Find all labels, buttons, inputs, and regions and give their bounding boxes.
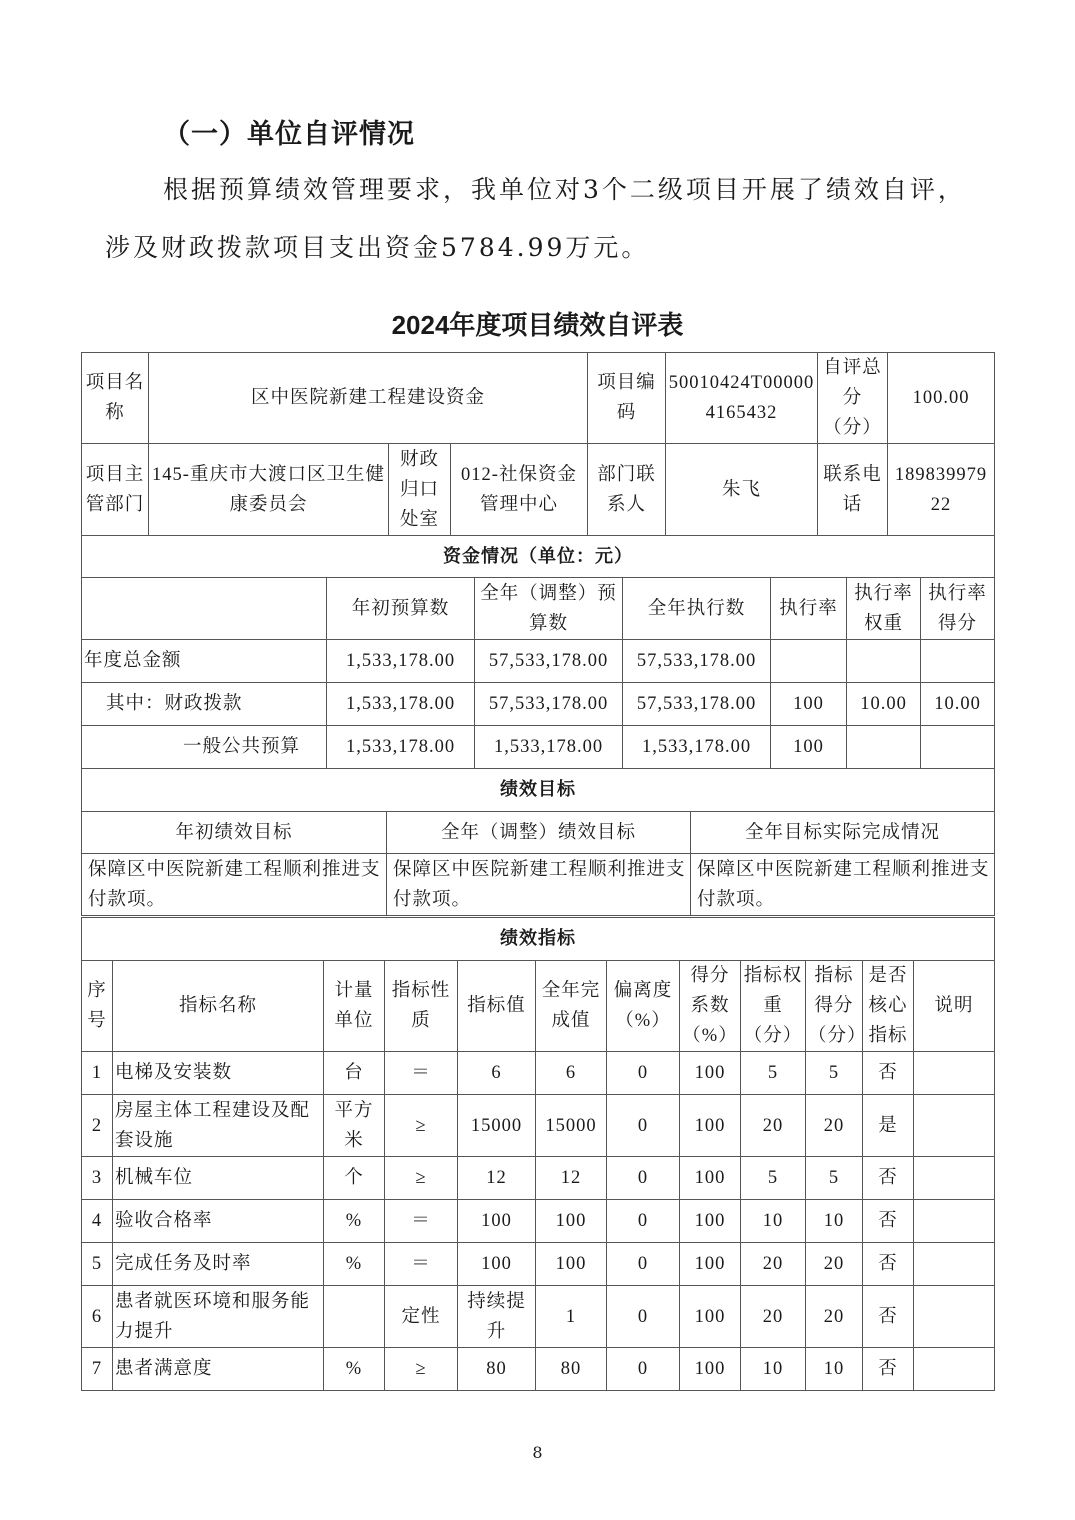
indicator-cell bbox=[914, 1095, 995, 1157]
indicator-cell bbox=[914, 1052, 995, 1095]
funds-header-cell: 执行率得分 bbox=[921, 578, 995, 640]
indicator-cell: 房屋主体工程建设及配套设施 bbox=[113, 1095, 324, 1157]
indicator-cell: 0 bbox=[607, 1348, 680, 1391]
funds-cell: 10.00 bbox=[921, 683, 995, 726]
indicator-row bbox=[82, 1157, 995, 1200]
indicator-cell: 否 bbox=[863, 1157, 914, 1200]
indicator-cell bbox=[914, 1157, 995, 1200]
project-code-label: 项目编码 bbox=[588, 353, 666, 444]
funds-cell: 1,533,178.00 bbox=[327, 640, 475, 683]
indicator-cell: 台 bbox=[324, 1052, 385, 1095]
indicator-cell: 5 bbox=[82, 1243, 113, 1286]
goal-adjusted: 保障区中医院新建工程顺利推进支付款项。 bbox=[387, 854, 691, 916]
self-score-value: 100.00 bbox=[888, 353, 995, 444]
self-score-label: 自评总分（分） bbox=[818, 353, 888, 444]
indicator-cell: 100 bbox=[680, 1157, 741, 1200]
section-heading: （一）单位自评情况 bbox=[163, 119, 415, 150]
funds-cell bbox=[847, 640, 921, 683]
goal-actual: 保障区中医院新建工程顺利推进支付款项。 bbox=[691, 854, 995, 916]
funds-header-cell: 执行率 bbox=[771, 578, 847, 640]
indicator-cell bbox=[914, 1348, 995, 1391]
contact-value: 朱飞 bbox=[666, 444, 818, 536]
funds-cell bbox=[847, 726, 921, 769]
goals-header-cell: 全年目标实际完成情况 bbox=[691, 812, 995, 854]
indicator-cell: 10 bbox=[806, 1200, 863, 1243]
indicator-cell: ≥ bbox=[385, 1157, 458, 1200]
indicator-cell: 平方米 bbox=[324, 1095, 385, 1157]
indicator-cell: 80 bbox=[458, 1348, 536, 1391]
indicator-row bbox=[82, 1095, 995, 1157]
funds-cell: 1,533,178.00 bbox=[327, 726, 475, 769]
indicator-header-cell: 指标性质 bbox=[385, 961, 458, 1052]
indicator-header-cell: 偏离度（%） bbox=[607, 961, 680, 1052]
finance-office-label: 财政归口处室 bbox=[389, 444, 451, 536]
indicator-row bbox=[82, 1200, 995, 1243]
paragraph-line-1: 根据预算绩效管理要求，我单位对3个二级项目开展了绩效自评， bbox=[163, 175, 966, 204]
indicator-header-cell: 指标名称 bbox=[113, 961, 324, 1052]
phone-label: 联系电话 bbox=[818, 444, 888, 536]
indicator-cell: 1 bbox=[536, 1286, 607, 1348]
funds-header-cell: 执行率权重 bbox=[847, 578, 921, 640]
dept-value: 145-重庆市大渡口区卫生健康委员会 bbox=[149, 444, 389, 536]
indicator-cell: 2 bbox=[82, 1095, 113, 1157]
indicator-cell: 3 bbox=[82, 1157, 113, 1200]
indicator-header-cell: 全年完成值 bbox=[536, 961, 607, 1052]
funds-header-cell bbox=[82, 578, 327, 640]
indicator-cell: 否 bbox=[863, 1052, 914, 1095]
funds-section-title: 资金情况（单位：元） bbox=[82, 536, 995, 578]
indicator-cell: 电梯及安装数 bbox=[113, 1052, 324, 1095]
indicator-cell: 80 bbox=[536, 1348, 607, 1391]
funds-cell: 1,533,178.00 bbox=[475, 726, 623, 769]
indicator-cell: 完成任务及时率 bbox=[113, 1243, 324, 1286]
indicator-cell: 20 bbox=[741, 1286, 806, 1348]
project-code-value: 50010424T000004165432 bbox=[666, 353, 818, 444]
funds-cell: 10.00 bbox=[847, 683, 921, 726]
project-name-value: 区中医院新建工程建设资金 bbox=[149, 353, 588, 444]
indicator-cell: 0 bbox=[607, 1286, 680, 1348]
indicator-cell: 定性 bbox=[385, 1286, 458, 1348]
indicator-cell: 0 bbox=[607, 1095, 680, 1157]
indicator-cell bbox=[914, 1200, 995, 1243]
table-title: 2024年度项目绩效自评表 bbox=[391, 310, 684, 340]
funds-cell: 一般公共预算 bbox=[82, 726, 327, 769]
indicator-cell: 是 bbox=[863, 1095, 914, 1157]
indicator-cell: 100 bbox=[680, 1052, 741, 1095]
funds-cell bbox=[921, 726, 995, 769]
indicator-cell: 4 bbox=[82, 1200, 113, 1243]
goals-section-title: 绩效目标 bbox=[82, 769, 995, 812]
indicator-cell: ＝ bbox=[385, 1052, 458, 1095]
funds-header-cell: 全年执行数 bbox=[623, 578, 771, 640]
indicators-grid bbox=[81, 917, 995, 1391]
indicator-row bbox=[82, 1052, 995, 1095]
indicator-cell: % bbox=[324, 1348, 385, 1391]
indicator-cell: 7 bbox=[82, 1348, 113, 1391]
funds-cell: 年度总金额 bbox=[82, 640, 327, 683]
indicator-header-cell: 序号 bbox=[82, 961, 113, 1052]
indicator-header-cell: 指标得分（分） bbox=[806, 961, 863, 1052]
indicator-cell: 6 bbox=[536, 1052, 607, 1095]
indicator-cell: 1 bbox=[82, 1052, 113, 1095]
indicator-cell: 100 bbox=[458, 1243, 536, 1286]
indicator-cell: 10 bbox=[741, 1348, 806, 1391]
indicator-cell: ≥ bbox=[385, 1095, 458, 1157]
goals-header-cell: 年初绩效目标 bbox=[82, 812, 387, 854]
indicators-section-title: 绩效指标 bbox=[82, 918, 995, 961]
indicator-header-cell: 得分系数（%） bbox=[680, 961, 741, 1052]
indicator-cell bbox=[914, 1243, 995, 1286]
indicator-cell: 持续提升 bbox=[458, 1286, 536, 1348]
indicator-cell: 否 bbox=[863, 1348, 914, 1391]
indicator-cell: 12 bbox=[536, 1157, 607, 1200]
indicator-cell: 100 bbox=[680, 1243, 741, 1286]
indicator-cell: 100 bbox=[680, 1286, 741, 1348]
indicator-cell: 20 bbox=[741, 1095, 806, 1157]
funds-cell: 1,533,178.00 bbox=[623, 726, 771, 769]
indicator-cell: 患者就医环境和服务能力提升 bbox=[113, 1286, 324, 1348]
indicator-cell: 15000 bbox=[458, 1095, 536, 1157]
indicator-cell: ＝ bbox=[385, 1200, 458, 1243]
funds-header-cell: 全年（调整）预算数 bbox=[475, 578, 623, 640]
project-info-table bbox=[81, 352, 995, 536]
funds-cell: 57,533,178.00 bbox=[623, 683, 771, 726]
indicator-cell: 否 bbox=[863, 1200, 914, 1243]
funds-cell: 57,533,178.00 bbox=[623, 640, 771, 683]
funds-cell: 其中：财政拨款 bbox=[82, 683, 327, 726]
indicator-cell bbox=[914, 1286, 995, 1348]
indicator-cell bbox=[324, 1286, 385, 1348]
indicator-cell: 5 bbox=[806, 1052, 863, 1095]
goals-header-cell: 全年（调整）绩效目标 bbox=[387, 812, 691, 854]
contact-label: 部门联系人 bbox=[588, 444, 666, 536]
finance-office-value: 012-社保资金管理中心 bbox=[451, 444, 588, 536]
funds-header-cell: 年初预算数 bbox=[327, 578, 475, 640]
paragraph-line-2: 涉及财政拨款项目支出资金5784.99万元。 bbox=[105, 233, 650, 262]
indicator-cell: ＝ bbox=[385, 1243, 458, 1286]
phone-value: 18983997922 bbox=[888, 444, 995, 536]
funds-cell: 57,533,178.00 bbox=[475, 683, 623, 726]
indicator-cell: 否 bbox=[863, 1286, 914, 1348]
indicator-cell: 机械车位 bbox=[113, 1157, 324, 1200]
indicator-row bbox=[82, 1348, 995, 1391]
project-name-label: 项目名称 bbox=[82, 353, 149, 444]
funds-row bbox=[82, 726, 995, 769]
dept-label: 项目主管部门 bbox=[82, 444, 149, 536]
funds-cell: 100 bbox=[771, 683, 847, 726]
indicator-cell: 20 bbox=[806, 1243, 863, 1286]
indicator-cell: 0 bbox=[607, 1052, 680, 1095]
goals-table bbox=[81, 768, 995, 916]
funds-cell: 100 bbox=[771, 726, 847, 769]
indicator-cell: 100 bbox=[680, 1095, 741, 1157]
funds-table bbox=[81, 535, 995, 769]
indicator-cell: 5 bbox=[741, 1157, 806, 1200]
indicator-cell: 20 bbox=[806, 1286, 863, 1348]
indicator-cell: 100 bbox=[536, 1200, 607, 1243]
indicator-cell: 0 bbox=[607, 1200, 680, 1243]
indicator-cell: 验收合格率 bbox=[113, 1200, 324, 1243]
goal-initial: 保障区中医院新建工程顺利推进支付款项。 bbox=[82, 854, 387, 916]
indicator-cell: 100 bbox=[536, 1243, 607, 1286]
indicator-cell: % bbox=[324, 1200, 385, 1243]
indicator-cell: 20 bbox=[741, 1243, 806, 1286]
funds-cell bbox=[771, 640, 847, 683]
indicator-cell: 个 bbox=[324, 1157, 385, 1200]
indicator-cell: 否 bbox=[863, 1243, 914, 1286]
indicator-cell: 100 bbox=[680, 1348, 741, 1391]
indicator-header-cell: 计量单位 bbox=[324, 961, 385, 1052]
funds-row bbox=[82, 640, 995, 683]
indicator-cell: 5 bbox=[741, 1052, 806, 1095]
indicator-cell: 患者满意度 bbox=[113, 1348, 324, 1391]
funds-cell bbox=[921, 640, 995, 683]
funds-cell: 1,533,178.00 bbox=[327, 683, 475, 726]
indicator-cell: 6 bbox=[82, 1286, 113, 1348]
indicator-cell: 6 bbox=[458, 1052, 536, 1095]
indicator-row bbox=[82, 1286, 995, 1348]
indicator-cell: 0 bbox=[607, 1157, 680, 1200]
indicator-header-cell: 指标值 bbox=[458, 961, 536, 1052]
indicator-cell: 5 bbox=[806, 1157, 863, 1200]
indicator-cell: 15000 bbox=[536, 1095, 607, 1157]
indicator-cell: 100 bbox=[680, 1200, 741, 1243]
indicator-cell: % bbox=[324, 1243, 385, 1286]
indicator-row bbox=[82, 1243, 995, 1286]
indicator-cell: 20 bbox=[806, 1095, 863, 1157]
indicator-cell: 10 bbox=[806, 1348, 863, 1391]
indicator-header-cell: 是否核心指标 bbox=[863, 961, 914, 1052]
indicator-cell: ≥ bbox=[385, 1348, 458, 1391]
indicator-cell: 100 bbox=[458, 1200, 536, 1243]
indicator-header-cell: 说明 bbox=[914, 961, 995, 1052]
indicator-cell: 0 bbox=[607, 1243, 680, 1286]
indicator-header-cell: 指标权重（分） bbox=[741, 961, 806, 1052]
page-number: 8 bbox=[532, 1443, 543, 1462]
indicator-cell: 10 bbox=[741, 1200, 806, 1243]
indicator-cell: 12 bbox=[458, 1157, 536, 1200]
funds-row bbox=[82, 683, 995, 726]
funds-cell: 57,533,178.00 bbox=[475, 640, 623, 683]
